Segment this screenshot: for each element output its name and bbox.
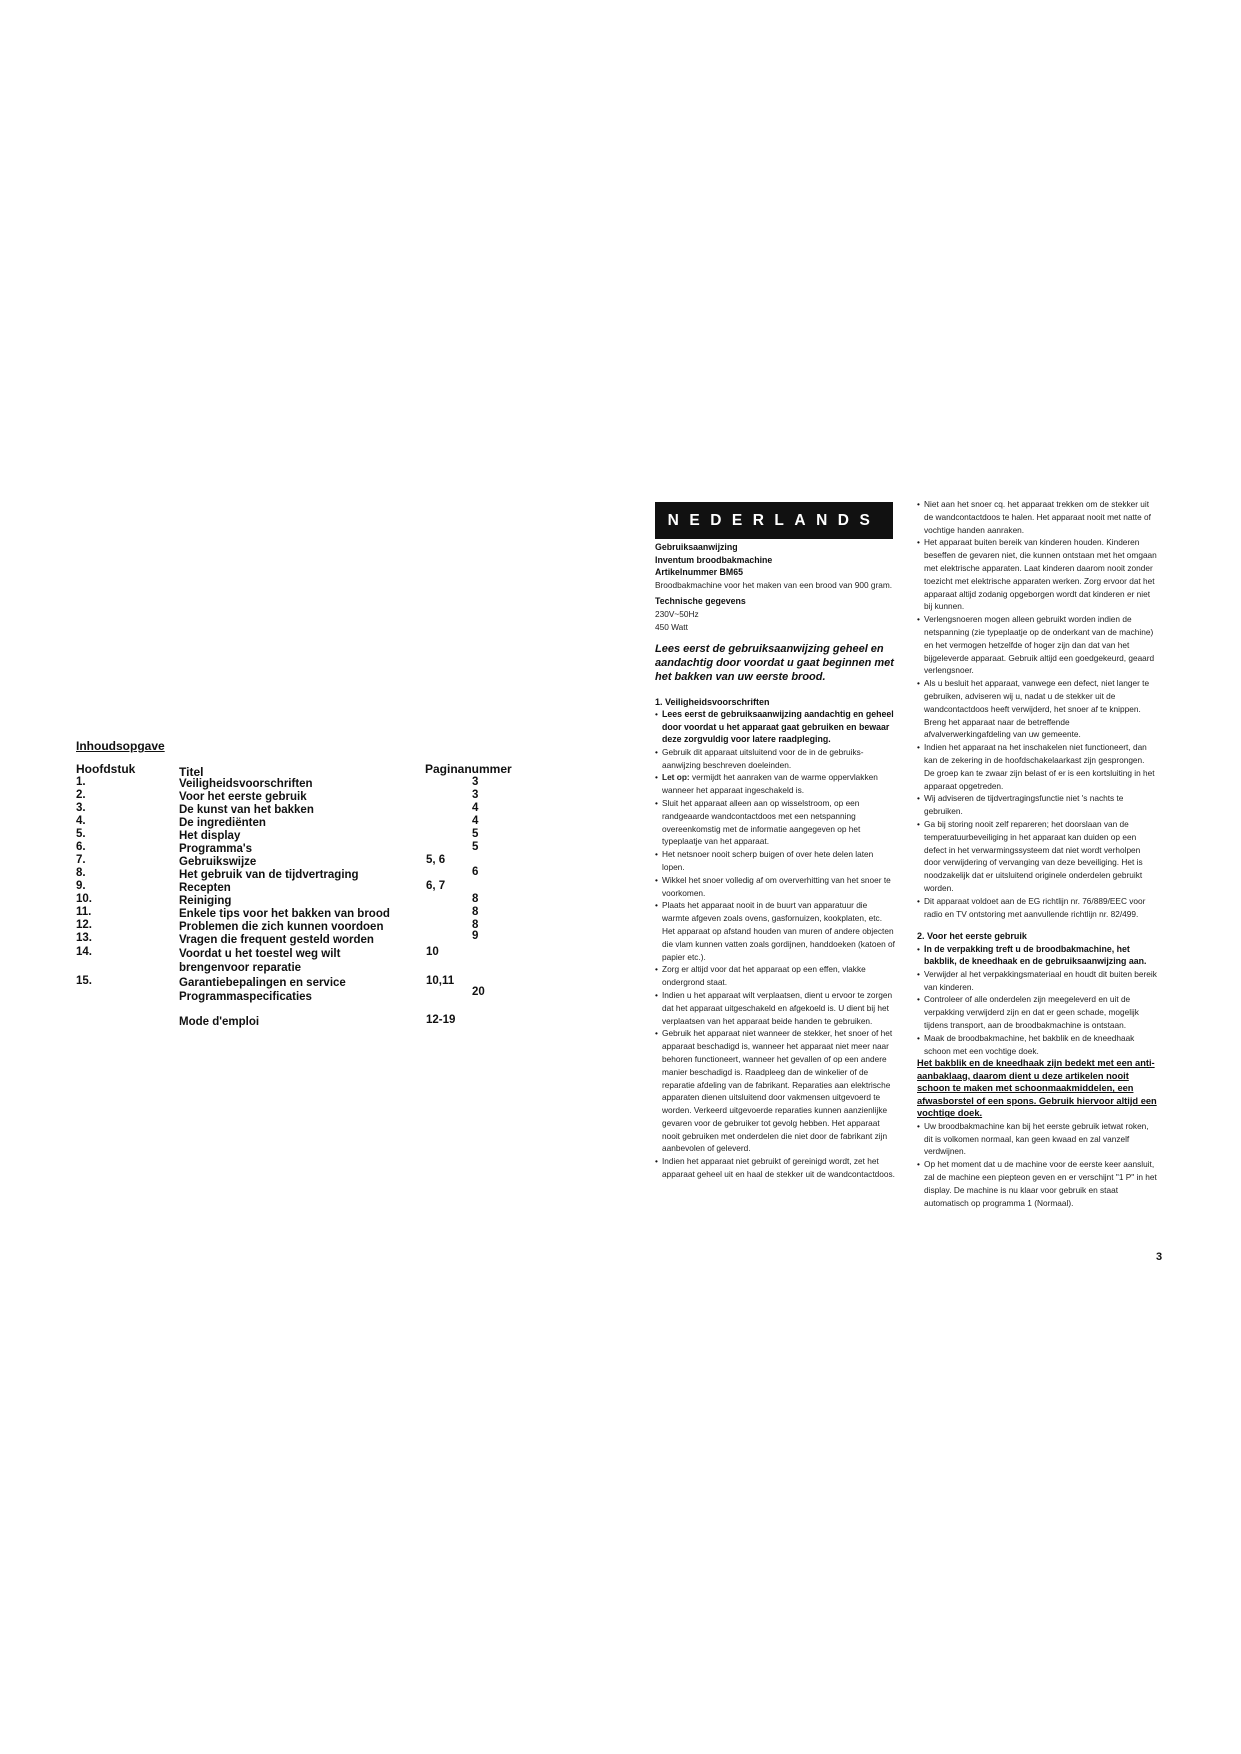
toc-row-title: Enkele tips voor het bakken van brood xyxy=(179,908,390,920)
toc-row-title: Het display xyxy=(179,830,241,842)
toc-row[interactable] xyxy=(0,802,520,816)
section-2-heading: 2. Voor het eerste gebruik xyxy=(917,931,1027,942)
list-item: • Het apparaat buiten bereik van kinderen houden. Kinderen beseffen de gevaren niet, die kunnen ontstaan met het omgaan met elektrische apparaten. Laat kinderen daarom nooit zonder toezicht met elektrische apparaten werken. Zorg ervoor dat het apparaat altijd zodanig opgeborgen wordt dat kinderen er niet bij kunnen. xyxy=(917,537,1157,612)
list-item: • Verlengsnoeren mogen alleen gebruikt worden indien de netspanning (zie typeplaatje op de onderkant van de machine) en het vermogen hetzelfde of hoger zijn dan dat van het bijgeleverde apparaat. Gebruik altijd een goedgekeurd, geaard verlengsnoer. xyxy=(917,614,1155,676)
toc-row-title: Gebruikswijze xyxy=(179,856,257,868)
section-1-heading: 1. Veiligheidsvoorschriften xyxy=(655,696,770,707)
toc-row-page: 3 xyxy=(472,776,479,788)
toc-row-page: 6 xyxy=(472,866,479,878)
toc-col-page: Paginanummer xyxy=(425,762,512,776)
let-op-label: Let op: xyxy=(662,772,690,783)
list-item: • Let op: vermijdt het aanraken van de warme oppervlakken wanneer het apparaat ingeschakeld is. xyxy=(655,772,878,796)
toc-row[interactable] xyxy=(0,776,520,790)
toc-row-title: Reiniging xyxy=(179,895,232,907)
toc-col-title: Titel xyxy=(179,765,204,779)
toc-row[interactable] xyxy=(0,854,520,868)
toc-row[interactable] xyxy=(0,841,520,855)
product-name: Inventum broodbakmachine xyxy=(655,554,773,565)
toc-row-title: Veiligheidsvoorschriften xyxy=(179,778,313,790)
list-item: • Op het moment dat u de machine voor de eerste keer aansluit, zal de machine een piepteon geven en er verschijnt "1 P" in het display. De machine is nu klaar voor gebruik en staat automatisch op programma 1 (Normaal). xyxy=(917,1159,1157,1208)
toc-row[interactable] xyxy=(0,789,520,803)
toc-row[interactable] xyxy=(0,828,520,842)
list-item: • Sluit het apparaat alleen aan op wisselstroom, op een randgeaarde wandcontactdoos met een netspanning overeenkomstig met de informatie aangegeven op het typeplaatje van het apparaat. xyxy=(655,797,861,847)
read-first-notice: Lees eerst de gebruiksaanwijzing geheel en aandachtig door voordat u gaat beginnen met het bakken van uw eerste brood. xyxy=(655,643,894,683)
list-item: • Wij adviseren de tijdvertragingsfunctie niet 's nachts te gebruiken. xyxy=(917,793,1124,817)
toc-row[interactable] xyxy=(0,1014,520,1028)
coating-warning: Het bakblik en de kneedhaak zijn bedekt met een anti-aanbaklaag, daarom dient u deze artikelen nooit schoon te maken met schoonmaakmiddelen, een afwasborstel of een spons. Gebruik hiervoor altijd een vochtige doek. xyxy=(917,1058,1157,1119)
language-banner: NEDERLANDS xyxy=(655,502,893,539)
toc-row-number: 12. xyxy=(76,919,92,931)
page-number: 3 xyxy=(1156,1251,1163,1263)
column-intro-safety xyxy=(655,541,895,1181)
toc-row-number: 5. xyxy=(76,828,86,840)
toc-row-number: 9. xyxy=(76,880,86,892)
toc-row[interactable] xyxy=(0,932,520,946)
toc-row-title: Recepten xyxy=(179,882,231,894)
list-item: • Indien u het apparaat wilt verplaatsen, dient u ervoor te zorgen dat het apparaat uitgeschakeld en afgekoeld is. U dient bij het verplaatsen van het apparaat beide handen te gebruiken. xyxy=(655,989,893,1026)
list-item: • Plaats het apparaat nooit in de buurt van apparatuur die warmte afgeven zoals ovens, gasfornuizen, kookplaten, etc. Het apparaat op afstand houden van muren of andere objecten die vlam kunnen vatten zoals gordijnen, handdoeken (katoen of papier etc.). xyxy=(655,900,895,962)
list-item: • Lees eerst de gebruiksaanwijzing aandachtig en geheel door voordat u het apparaat gaat gebruiken en bewaar deze zorgvuldig voor latere raadpleging. xyxy=(655,709,894,745)
toc-row-page: 4 xyxy=(472,802,479,814)
list-item: • Maak de broodbakmachine, het bakblik en de kneedhaak schoon met een vochtige doek. xyxy=(917,1032,1135,1056)
list-item: • Het netsnoer nooit scherp buigen of over hete delen laten lopen. xyxy=(655,849,874,872)
article-number: Artikelnummer BM65 xyxy=(655,567,743,577)
toc-row-number: 7. xyxy=(76,854,86,866)
toc-row-number: 6. xyxy=(76,841,86,853)
toc-row-title: Garantiebepalingen en service xyxy=(179,977,346,989)
toc-row-title: Mode d'emploi xyxy=(179,1016,260,1028)
toc-row-title: Voor het eerste gebruik xyxy=(179,791,307,803)
toc-row[interactable] xyxy=(0,975,520,989)
tech-heading: Technische gegevens xyxy=(655,596,746,607)
toc-row-title: Het gebruik van de tijdvertraging xyxy=(179,869,359,881)
toc-row[interactable] xyxy=(0,986,520,1003)
toc-row-number: 13. xyxy=(76,932,92,944)
list-item: • Verwijder al het verpakkingsmateriaal en houdt dit buiten bereik van kinderen. xyxy=(917,968,1157,992)
toc-row-page: 5 xyxy=(472,841,479,853)
toc-row-title: Programmaspecificaties xyxy=(179,991,312,1003)
toc-row-number: 14. xyxy=(76,946,92,958)
toc-row-number: 2. xyxy=(76,789,86,801)
tech-wattage: 450 Watt xyxy=(655,621,688,632)
product-description: Broodbakmachine voor het maken van een brood van 900 gram. xyxy=(655,579,893,590)
toc-row-page: 10 xyxy=(426,946,439,958)
list-item: • Controleer of alle onderdelen zijn meegeleverd en uit de verpakking verwijderd zijn en dat er geen schade, mogelijk tijdens transport, aan de broodbakmachine is ontstaan. xyxy=(917,994,1139,1030)
toc-row[interactable] xyxy=(0,906,520,920)
list-item: • Ga bij storing nooit zelf repareren; het doorslaan van de temperatuurbeveiliging in het apparaat kan duiden op een defect in het verwarmingssysteem dat niet wordt verholpen door verwijdering of vervanging van deze beveiliging. Het is noodzakelijk dat er uitsluitend originele onderdelen gebruikt worden. xyxy=(917,818,1143,893)
toc-row-page: 4 xyxy=(472,815,479,827)
toc-row-number: 11. xyxy=(76,906,92,918)
list-item: • Indien het apparaat na het inschakelen niet functioneert, dan kan de zekering in de hoofdschakelaarkast zijn gesprongen. De groep kan te zwaar zijn belast of er is een kortsluiting in het apparaat opgetreden. xyxy=(917,742,1155,791)
toc-row-number: 10. xyxy=(76,893,92,905)
toc-row-page: 8 xyxy=(472,893,479,905)
toc-row-title: Problemen die zich kunnen voordoen xyxy=(179,921,384,933)
toc-row[interactable] xyxy=(0,815,520,829)
toc-row-title: Voordat u het toestel weg wilt xyxy=(179,948,341,960)
toc-row-title: Programma's xyxy=(179,843,253,855)
toc-row-number: 8. xyxy=(76,867,86,879)
toc-row[interactable] xyxy=(0,960,520,974)
toc-row[interactable] xyxy=(0,946,520,960)
toc-row-page: 5, 6 xyxy=(426,854,446,866)
toc-row[interactable] xyxy=(0,893,520,907)
toc-row-page: 6, 7 xyxy=(426,880,446,892)
list-item: • Als u besluit het apparaat, vanwege een defect, niet langer te gebruiken, adviseren wij u, nadat u de stekker uit de wandcontactdoos heeft verwijderd, het snoer af te knippen. Breng het apparaat naar de betreffende afvalverwerkingafdeling van uw gemeente. xyxy=(917,678,1150,740)
toc-row-title: Vragen die frequent gesteld worden xyxy=(179,934,374,946)
list-item: • Wikkel het snoer volledig af om oververhitting van het snoer te voorkomen. xyxy=(655,874,891,898)
toc-row-number: 4. xyxy=(76,815,86,827)
toc-row-title: De ingrediënten xyxy=(179,817,266,829)
toc-heading: Inhoudsopgave xyxy=(76,739,165,753)
toc-row-page: 8 xyxy=(472,906,479,918)
list-item: • Uw broodbakmachine kan bij het eerste gebruik ietwat roken, dit is volkomen normaal, kan geen kwaad en zal vanzelf verdwijnen. xyxy=(917,1120,1149,1157)
toc-row-title: brengenvoor reparatie xyxy=(179,962,302,974)
toc-row-number: 1. xyxy=(76,776,86,788)
toc-row-page: 10,11 xyxy=(426,975,455,987)
list-item: • Gebruik het apparaat niet wanneer de stekker, het snoer of het apparaat beschadigd is, wanneer het apparaat niet meer naar behoren functioneert, wanneer het gevallen of op een andere manier beschadigd is. Raadpleeg dan de winkelier of de reparatie afdeling van de fabrikant. Reparaties aan elektrische apparaten dienen uitsluitend door vakmensen uitgevoerd te worden. Verkeerd uitgevoerde reparaties kunnen aanzienlijke gevaren voor de gebruiker tot gevolg hebben. Het apparaat nooit gebruiken met onderdelen die niet door de fabrikant zijn aanbevolen of geleverd. xyxy=(655,1028,893,1154)
list-item: • Niet aan het snoer cq. het apparaat trekken om de stekker uit de wandcontactdoos te halen. Het apparaat nooit met natte of vochtige handen aanraken. xyxy=(917,499,1151,535)
tech-voltage: 230V~50Hz xyxy=(655,608,699,619)
toc-row-page: 20 xyxy=(472,986,485,998)
toc-row-page: 9 xyxy=(472,930,479,942)
list-item: • Dit apparaat voldoet aan de EG richtlijn nr. 76/889/EEC voor radio en TV ontstoring met aanvullende richtlijn nr. 82/499. xyxy=(917,895,1146,919)
list-item: • Gebruik dit apparaat uitsluitend voor de in de gebruiks-aanwijzing beschreven doeleinden. xyxy=(655,746,864,770)
toc-row[interactable] xyxy=(0,867,520,881)
toc-row-page: 8 xyxy=(472,919,479,931)
column-safety-continued xyxy=(917,498,1157,1209)
toc-col-chapter: Hoofdstuk xyxy=(76,762,136,776)
list-item: • Zorg er altijd voor dat het apparaat op een effen, vlakke ondergrond staat. xyxy=(655,964,866,988)
toc-row-number: 3. xyxy=(76,802,86,814)
toc-row-page: 3 xyxy=(472,789,479,801)
doc-title: Gebruiksaanwijzing xyxy=(655,542,738,552)
toc-row[interactable] xyxy=(0,919,520,933)
toc-row-number: 15. xyxy=(76,975,92,987)
toc-row-page: 5 xyxy=(472,828,479,840)
toc-row[interactable] xyxy=(0,880,520,894)
toc-row-title: De kunst van het bakken xyxy=(179,804,314,816)
list-item: • In de verpakking treft u de broodbakmachine, het bakblik, de kneedhaak en de gebruiksaanwijzing aan. xyxy=(917,943,1147,967)
toc-row-page: 12-19 xyxy=(426,1014,456,1026)
list-item: • Indien het apparaat niet gebruikt of gereinigd wordt, zet het apparaat geheel uit en haal de stekker uit de wandcontactdoos. xyxy=(655,1156,895,1180)
